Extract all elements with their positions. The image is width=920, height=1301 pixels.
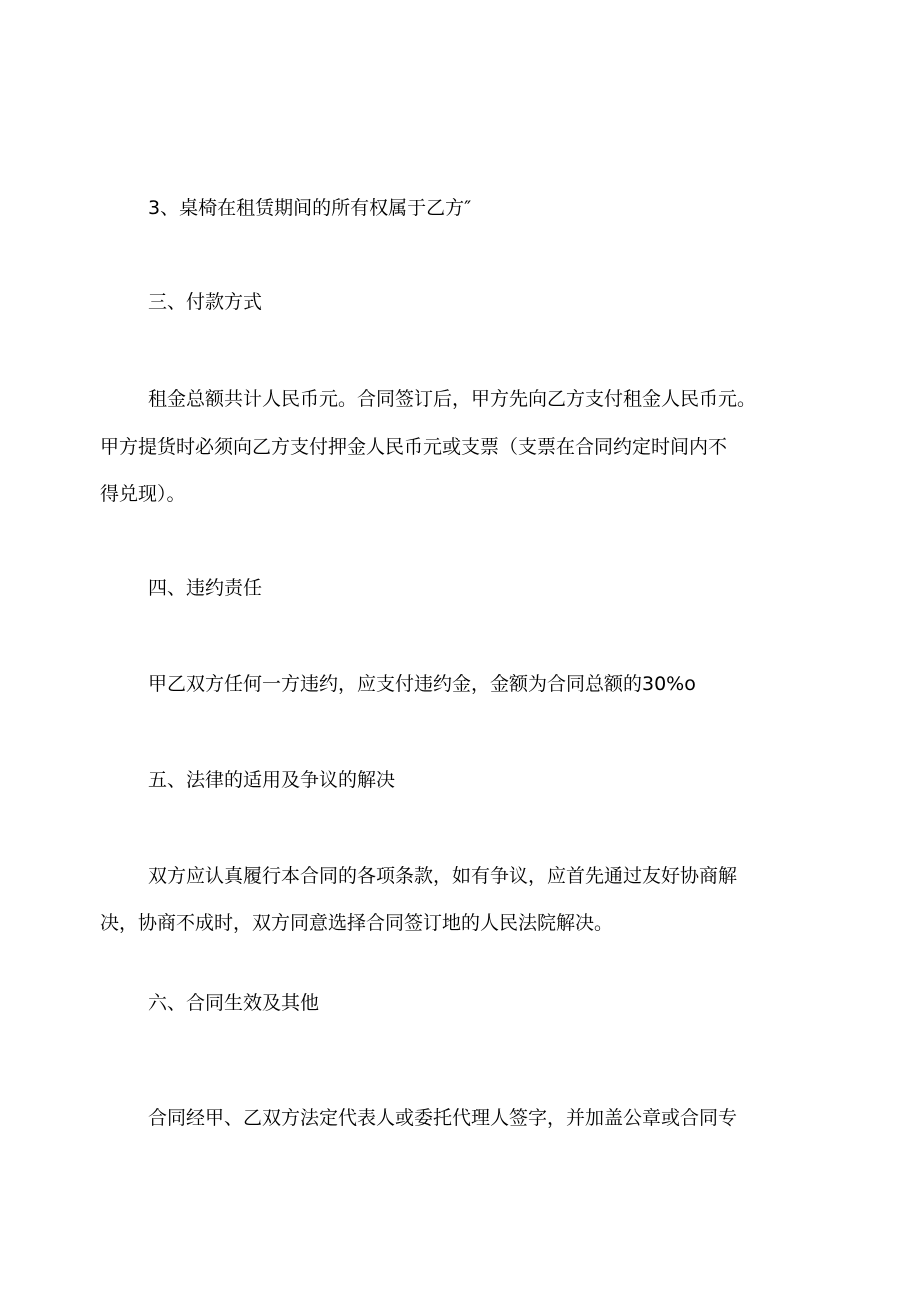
section-heading-breach: 四、违约责任 <box>148 578 263 598</box>
section-heading-effect: 六、合同生效及其他 <box>148 993 320 1013</box>
section-heading-payment: 三、付款方式 <box>148 292 263 312</box>
dispute-text-line-1: 双方应认真履行本合同的各项条款，如有争议，应首先通过友好协商解 <box>148 866 738 886</box>
payment-text-line-3: 得兑现）。 <box>100 484 186 504</box>
dispute-text-line-2: 决，协商不成时，双方同意选择合同签订地的人民法院解决。 <box>100 913 614 933</box>
payment-text-line-1: 租金总额共计人民币元。合同签订后，甲方先向乙方支付租金人民币元。 <box>148 389 757 409</box>
effect-text-line-1: 合同经甲、乙双方法定代表人或委托代理人签字，并加盖公章或合同专 <box>148 1108 738 1128</box>
payment-text-line-2: 甲方提货时必须向乙方支付押金人民币元或支票（支票在合同约定时间内不 <box>100 437 728 457</box>
clause-item-3: 3、桌椅在租赁期间的所有权属于乙方″ <box>148 198 472 218</box>
section-heading-dispute: 五、法律的适用及争议的解决 <box>148 770 396 790</box>
breach-text: 甲乙双方任何一方违约，应支付违约金，金额为合同总额的30%o <box>148 674 696 694</box>
